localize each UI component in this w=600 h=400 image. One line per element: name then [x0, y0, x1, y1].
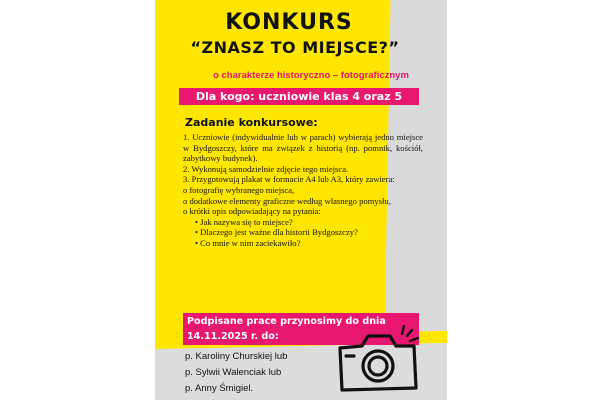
poster-item: o dodatkowe elementy graficzne według własnego pomysłu,	[183, 195, 391, 206]
camera-icon	[330, 318, 425, 398]
title-subject: “ZNASZ TO MIEJSCE?”	[190, 38, 400, 57]
question-item: • Jak nazywa się to miejsce?	[195, 216, 293, 227]
task-description	[183, 132, 423, 249]
task-item: 2. Wykonują samodzielnie zdjęcie tego miejsca.	[183, 163, 349, 174]
title-konkurs: KONKURS	[225, 10, 353, 35]
deadline-line: Podpisane prace przynosimy do dnia	[187, 316, 386, 327]
poster-item: o fotografię wybranego miejsca,	[183, 184, 295, 195]
audience-banner: Dla kogo: uczniowie klas 4 oraz 5	[179, 88, 419, 105]
poster-item: o krótki opis odpowiadający na pytania:	[183, 206, 321, 217]
task-item: 1. Uczniowie (indywidualnie lub w parach) wybierają jedno miejsce w Bydgoszczy, które ma związek z historią (np. pomnik, kościół, zabytkowy budynek).	[183, 132, 423, 164]
deadline-date: 14.11.2025 r. do:	[187, 331, 279, 342]
question-item: • Dlaczego jest ważne dla historii Bydgoszczy?	[195, 227, 358, 238]
subtitle: o charakterze historyczno – fotograficznym	[213, 70, 409, 81]
task-item: 3. Przygotowują plakat w formacie A4 lub A3, który zawiera:	[183, 174, 395, 185]
question-item: • Co mnie w nim zaciekawiło?	[195, 237, 301, 248]
teacher-name: p. Sylwii Walenciak lub	[185, 367, 282, 378]
teacher-names	[185, 349, 287, 397]
task-heading: Zadanie konkursowe:	[185, 116, 318, 129]
teacher-name: p. Anny Śmigiel.	[185, 383, 254, 394]
teacher-name: p. Karoliny Churskiej lub	[185, 351, 288, 362]
poster	[155, 0, 447, 400]
